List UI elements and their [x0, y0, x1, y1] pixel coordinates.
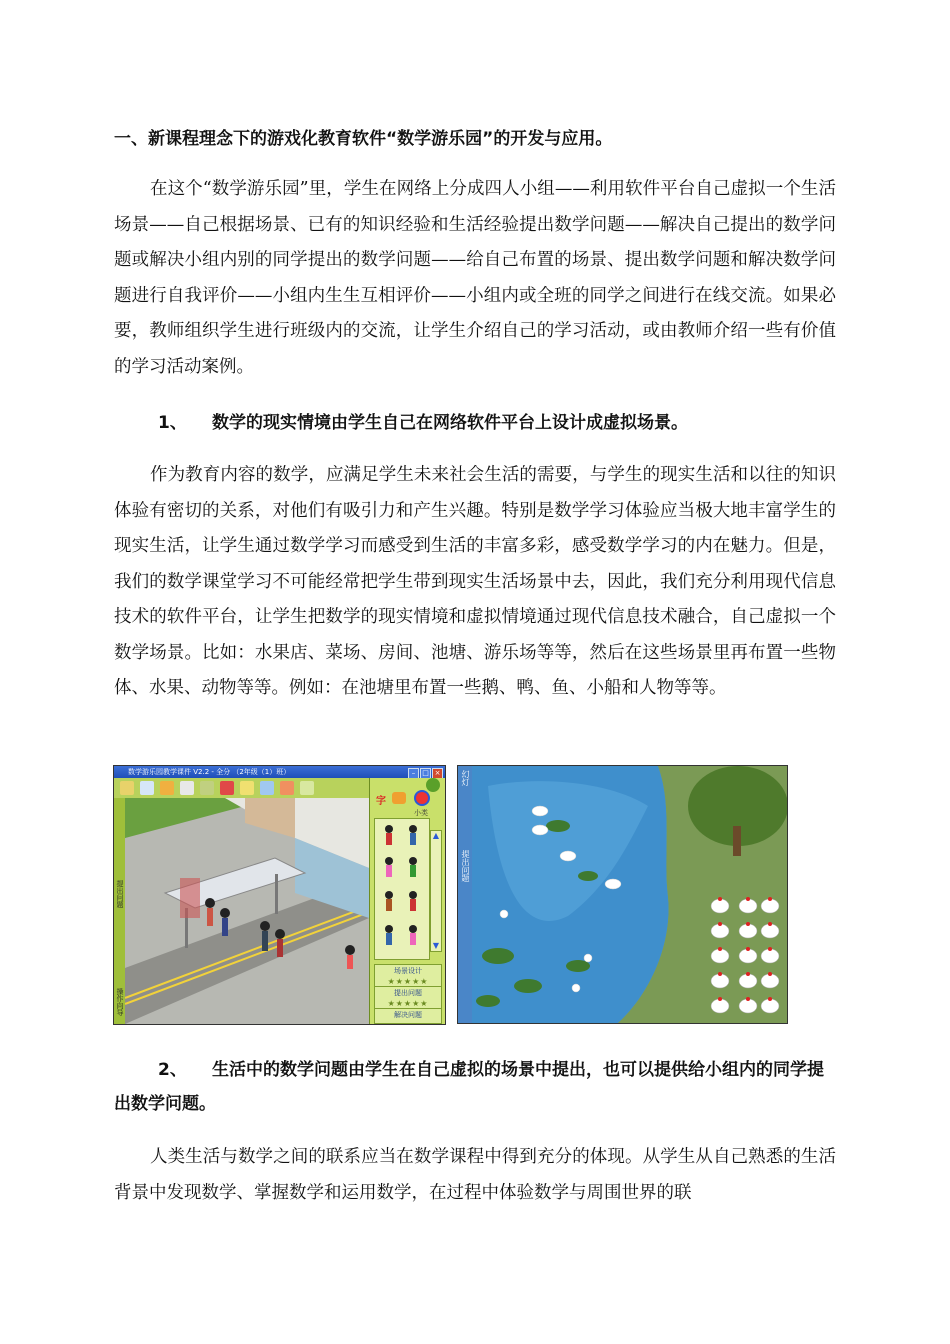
panel-row-label: 提出问题 [394, 989, 422, 997]
panel-row-ask-question [374, 986, 442, 1010]
ball-icon [414, 790, 430, 806]
asset-scrollbar [430, 830, 442, 952]
panel-row-scene-design [374, 964, 442, 988]
rail-label-top: 提出问题 [116, 880, 124, 908]
subheading-1 [114, 406, 836, 440]
subheading-2-number: 2、 [158, 1060, 187, 1080]
paragraph-life-and-math: 人类生活与数学之间的联系应当在数学课程中得到充分的体现。从学生从自己熟悉的生活背景中发现数学、掌握数学和运用数学，在过程中体验数学与周围世界的联 [114, 1147, 836, 1203]
panel-row-label: 解决问题 [394, 1011, 422, 1019]
rating-stars: ★★★★★ [387, 999, 429, 1008]
minimize-icon: – [408, 768, 419, 779]
subheading-2 [114, 1053, 838, 1121]
rating-stars: ★★★★★ [387, 977, 429, 986]
character-sprites [375, 819, 429, 959]
toolbar-icon [260, 781, 274, 795]
paragraph-intro: 在这个“数学游乐园”里，学生在网络上分成四人小组——利用软件平台自己虚拟一个生活场景——自己根据场景、已有的知识经验和生活经验提出数学问题——解决自己提出的数学问题或解决小组内别的同学提出的数学问题——给自己布置的场景、提出数学问题和解决数学问题进行自我评价——小组内生生互相评价——小组内或全班的同学之间进行在线交流。如果必要，教师组织学生进行班级内的交流，让学生介绍自己的学习活动，或由教师介绍一些有价值的学习活动案例。 [114, 179, 836, 377]
pond-scene-figure [457, 765, 788, 1024]
slideshow-label: 幻灯 [461, 770, 470, 786]
toolbar-icon [120, 781, 134, 795]
toolbar-icon [160, 781, 174, 795]
panel-row-label: 场景设计 [394, 967, 422, 975]
panel-category-label: 小类 [414, 809, 428, 817]
software-screenshot-figure [113, 765, 446, 1025]
toolbar-icon [280, 781, 294, 795]
subheading-1-text: 数学的现实情境由学生自己在网络软件平台上设计成虚拟场景。 [212, 413, 688, 433]
toolbar-icon [180, 781, 194, 795]
leaf-icon [426, 778, 440, 792]
close-icon: × [432, 768, 443, 779]
section-heading: 一、新课程理念下的游戏化教育软件“数学游乐园”的开发与应用。 [114, 129, 613, 149]
scroll-down-icon: ▼ [432, 941, 440, 950]
maximize-icon: □ [420, 768, 431, 779]
isometric-street-scene [125, 798, 369, 1024]
toolbar-icon [300, 781, 314, 795]
subheading-1-number: 1、 [158, 413, 187, 433]
fruit-icon [392, 792, 406, 804]
software-toolbar [114, 778, 369, 799]
left-rail [114, 798, 125, 1024]
toolbar-icon [220, 781, 234, 795]
scroll-up-icon: ▲ [432, 831, 440, 840]
toolbar-icon [240, 781, 254, 795]
street-scene-drawing [125, 798, 369, 1024]
asset-panel [369, 778, 446, 1024]
paragraph-virtual-scene: 作为教育内容的数学，应满足学生未来社会生活的需要，与学生的现实生活和以往的知识体验有密切的关系，对他们有吸引力和产生兴趣。特别是数学学习体验应当极大地丰富学生的现实生活，让学生通过数学学习而感受到生活的丰富多彩，感受数学学习的内在魅力。但是，我们的数学课堂学习不可能经常把学生带到现实生活场景中去，因此，我们充分利用现代信息技术的软件平台，让学生把数学的现实情境和虚拟情境通过现代信息技术融合，自己虚拟一个数学场景。比如：水果店、菜场、房间、池塘、游乐场等等，然后在这些场景里再布置一些物体、水果、动物等等。例如：在池塘里布置一些鹅、鸭、鱼、小船和人物等等。 [114, 465, 836, 698]
subheading-2-text: 生活中的数学问题由学生在自己虚拟的场景中提出，也可以提供给小组内的同学提出数学问题。 [114, 1060, 824, 1114]
window-title-bar [114, 766, 445, 778]
pond-scene-drawing [458, 766, 787, 1023]
panel-row-solve-question [374, 1008, 442, 1024]
panel-text-tool: 字 [376, 796, 386, 807]
rail-label-bottom: 操作向导 [116, 988, 124, 1016]
toolbar-icon [200, 781, 214, 795]
toolbar-icon [140, 781, 154, 795]
window-title: 数学游乐园教学课件 V2.2 - 全分 （2年级（1）班） [128, 768, 291, 776]
pond-left-rail [458, 766, 472, 1023]
character-list [374, 818, 430, 960]
ask-question-label: 提出问题 [461, 850, 470, 882]
